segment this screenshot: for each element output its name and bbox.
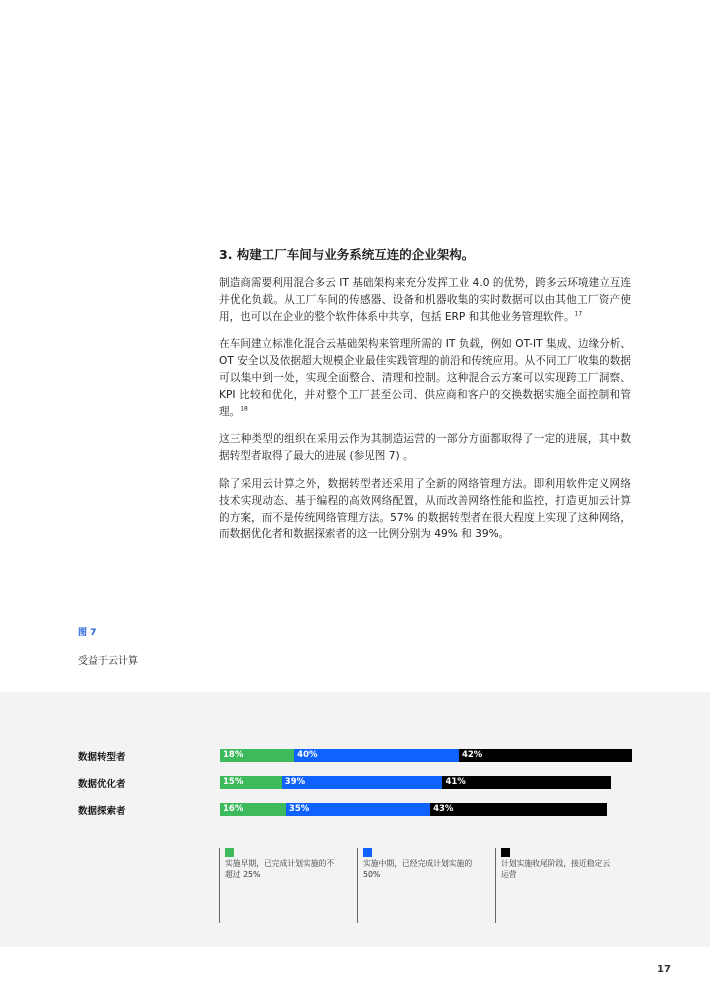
bar-segment: 18%: [220, 749, 294, 762]
legend-swatch: [501, 848, 510, 857]
bar-segment: 39%: [282, 776, 443, 789]
category-label: 数据优化者: [78, 779, 126, 790]
bar-segment: 15%: [220, 776, 282, 789]
legend-text: 计划实施收尾阶段，接近稳定云运营: [501, 859, 611, 879]
bar-segment: 35%: [286, 803, 430, 816]
stacked-bar: [220, 749, 632, 762]
legend-item: [495, 848, 621, 923]
bar-segment: 16%: [220, 803, 286, 816]
paragraph-text: 制造商需要利用混合多云 IT 基础架构来充分发挥工业 4.0 的优势，跨多云环境建立互连并优化负载。从工厂车间的传感器、设备和机器收集的实时数据可以由其他工厂资产使用，也可以在企业的整个软件体系中共享，包括 ERP 和其他业务管理软件。: [219, 277, 631, 323]
footnote-ref: 18: [240, 405, 248, 413]
body-paragraph: [219, 336, 631, 420]
category-label: 数据探索者: [78, 806, 126, 817]
bar-segment: 40%: [294, 749, 459, 762]
page-number: 17: [657, 964, 671, 975]
body-paragraph: [219, 275, 631, 325]
legend-item: [219, 848, 345, 923]
paragraph-list: [219, 275, 631, 543]
stacked-bar: [220, 803, 607, 816]
paragraph-text: 这三种类型的组织在采用云作为其制造运营的一部分方面都取得了一定的进展，其中数据转型者取得了最大的进展 (参见图 7) 。: [219, 433, 631, 463]
section-heading: 3. 构建工厂车间与业务系统互连的企业架构。: [219, 247, 475, 262]
bar-segment: 43%: [430, 803, 607, 816]
legend-swatch: [363, 848, 372, 857]
figure-label: 图 7: [78, 628, 97, 638]
paragraph-text: 在车间建立标准化混合云基础架构来管理所需的 IT 负载，例如 OT-IT 集成、边缘分析、OT 安全以及依据超大规模企业最佳实践管理的前沿和传统应用。从不同工厂收集的数据可以集中到一处，实现全面整合、清理和控制。这种混合云方案可以实现跨工厂洞察、KPI 比较和优化，并对整个工厂甚至公司、供应商和客户的交换数据实施全面控制和管理。: [219, 338, 631, 418]
figure-title: 受益于云计算: [78, 656, 138, 667]
stacked-bar: [220, 776, 611, 789]
footnote-ref: 17: [574, 310, 583, 318]
bar-segment: 42%: [459, 749, 632, 762]
body-paragraph: [219, 431, 631, 465]
body-paragraph: [219, 476, 631, 543]
legend-swatch: [225, 848, 234, 857]
category-label: 数据转型者: [78, 752, 126, 763]
bar-segment: 41%: [442, 776, 611, 789]
legend-text: 实施中期，已经完成计划实施的 50%: [363, 859, 473, 879]
article-section: [219, 247, 631, 554]
legend-item: [357, 848, 483, 923]
paragraph-text: 除了采用云计算之外，数据转型者还采用了全新的网络管理方法。即利用软件定义网络技术实现动态、基于编程的高效网络配置，从而改善网络性能和监控，打造更加云计算的方案，而不是传统网络管理方法。57% 的数据转型者在很大程度上实现了这种网络，而数据优化者和数据探索者的这一比例分别为 49% 和 39%。: [219, 477, 631, 541]
legend-text: 实施早期，已完成计划实施的不超过 25%: [225, 859, 335, 879]
